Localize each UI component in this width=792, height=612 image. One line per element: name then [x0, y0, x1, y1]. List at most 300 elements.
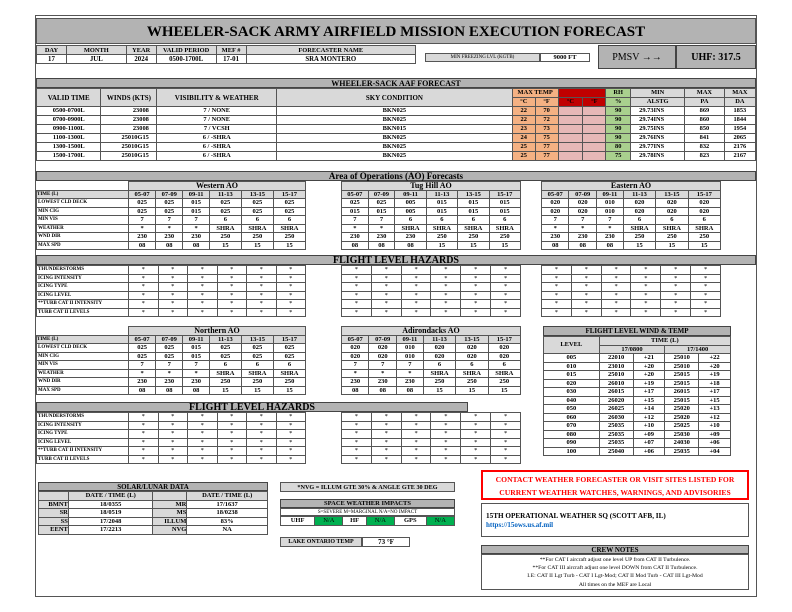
hazard-cell: *: [431, 438, 461, 447]
ao-time: 13-15: [456, 335, 488, 344]
hazard-cell: *: [247, 283, 277, 292]
hazard-cell: *: [342, 447, 372, 456]
ao-cell: 250: [241, 378, 273, 387]
hazard-cell: *: [491, 291, 521, 300]
hazard-cell: *: [158, 283, 188, 292]
ao-cell: 250: [209, 378, 241, 387]
ao-cell: 020: [488, 352, 520, 361]
hazard-cell: *: [188, 455, 218, 464]
ao-cell: 250: [456, 378, 488, 387]
aaf-cell: 29.74: [631, 116, 654, 125]
ao-cell: 6: [241, 361, 273, 370]
flwt-cell: 25010: [665, 362, 699, 371]
ao-cell: *: [396, 369, 423, 378]
aaf-cell: 823: [685, 152, 724, 161]
ao-cell: 010: [396, 352, 423, 361]
aaf-row: [37, 152, 756, 161]
ao-cell: 7: [129, 216, 156, 225]
hazard-cell: *: [276, 421, 306, 430]
solar-value: NA: [187, 526, 268, 535]
ao-cell: 15: [623, 241, 655, 250]
aaf-cell: 22: [512, 116, 535, 125]
info-value: 0500-1700L: [156, 55, 216, 64]
aaf-cell: 841: [685, 134, 724, 143]
flwt-cell: 25015: [665, 379, 699, 388]
ao-row-label: LOWEST CLD DECK: [37, 199, 129, 208]
hazard-cell: *: [129, 283, 159, 292]
mission-info-table: [36, 45, 416, 64]
ao-cell: 7: [342, 361, 369, 370]
aaf-cell: 1844: [724, 116, 755, 125]
hazard-cell: *: [461, 274, 491, 283]
flwt-cell: 005: [544, 354, 600, 363]
aaf-cell: 230: [101, 107, 143, 116]
flwt-cell: 26010: [599, 379, 633, 388]
hazard-cell: *: [247, 308, 277, 317]
ao-cell: 020: [688, 199, 720, 208]
hazard-cell: *: [371, 300, 401, 309]
ao-cell: 020: [569, 207, 596, 216]
ao-cell: *: [368, 224, 395, 233]
ao-cell: 08: [396, 386, 423, 395]
aaf-cell: BKN025: [276, 134, 512, 143]
ao-time: 09-11: [395, 190, 426, 199]
flwt-cell: +07: [633, 439, 665, 448]
hazard-cell: *: [371, 283, 401, 292]
ao-cell: 020: [542, 199, 569, 208]
ao-row-label: MIN VIS: [37, 361, 129, 370]
ao-cell: 7: [342, 216, 369, 225]
aaf-cell: BKN025: [276, 143, 512, 152]
squadron-link[interactable]: https://15ows.us.af.mil: [486, 521, 554, 529]
info-label: MEF #: [216, 46, 246, 55]
ao-cell: 015: [183, 344, 210, 353]
ao-cell: 08: [156, 241, 183, 250]
crew-note-2: **For CAT III aircraft adjust one level DOWN from CAT II Turbulence.: [532, 565, 698, 572]
flwt-cell: 25015: [665, 396, 699, 405]
ao-cell: 025: [342, 199, 369, 208]
flwt-cell: 25015: [665, 371, 699, 380]
hazard-cell: *: [158, 308, 188, 317]
flwt-cell: 25035: [599, 439, 633, 448]
ao-cell: *: [129, 224, 156, 233]
flwt-level-label: LEVEL: [544, 337, 600, 354]
aaf-cell: 6 / -SHRA: [157, 134, 276, 143]
hazard-cell: *: [461, 266, 491, 275]
ao-cell: 020: [423, 352, 455, 361]
hazard-cell: *: [461, 447, 491, 456]
ao-time: 13-15: [241, 190, 273, 199]
ao-time: 05-07: [342, 335, 369, 344]
space-value: N/A: [426, 517, 454, 526]
flwt-cell: 25040: [599, 447, 633, 456]
hazard-label: **TURB CAT II INTENSITY: [37, 447, 129, 456]
ao-cell: 6: [623, 216, 655, 225]
ao-time: 09-11: [596, 190, 623, 199]
ao-cell: 250: [273, 233, 305, 242]
flwt-cell: +13: [699, 405, 731, 414]
flwt-cell: +20: [699, 362, 731, 371]
aaf-cell: BKN015: [276, 125, 512, 134]
flwt-cell: +14: [633, 405, 665, 414]
hdr-heat-f: °F: [583, 98, 606, 107]
solar-title: SOLAR/LUNAR DATA: [38, 482, 268, 491]
hazard-cell: *: [158, 291, 188, 300]
hazard-cell: *: [571, 300, 601, 309]
ao-cell: 025: [368, 199, 395, 208]
hazard-cell: *: [276, 308, 306, 317]
hazard-cell: *: [342, 300, 372, 309]
hazard-cell: *: [276, 300, 306, 309]
ao-cell: SHRA: [273, 224, 305, 233]
ao-cell: 15: [241, 386, 273, 395]
ao-name-northern: Northern AO: [129, 327, 306, 336]
hazard-cell: *: [129, 421, 159, 430]
hazard-cell: *: [431, 266, 461, 275]
hazard-cell: *: [129, 455, 159, 464]
aaf-cell: 0900-1100L: [37, 125, 101, 134]
hazard-cell: *: [371, 413, 401, 422]
ao-row-label: TIME (L): [37, 335, 129, 344]
ao-row-label: MIN VIS: [37, 216, 129, 225]
ao-cell: 010: [596, 207, 623, 216]
ao-cell: *: [342, 369, 369, 378]
squadron-name: 15TH OPERATIONAL WEATHER SQ (SCOTT AFB, IL): [486, 512, 666, 520]
hazard-cell: *: [401, 438, 431, 447]
aaf-cell: 90: [606, 125, 631, 134]
ao-cell: 250: [426, 233, 457, 242]
ao-cell: 230: [542, 233, 569, 242]
solar-label: EENT: [39, 526, 69, 535]
flwt-cell: 010: [544, 362, 600, 371]
hazard-label: THUNDERSTORMS: [37, 266, 129, 275]
flwt-cell: +06: [633, 447, 665, 456]
ao-cell: 015: [183, 199, 210, 208]
solar-value: 17/2213: [68, 526, 153, 535]
aaf-cell: 90: [606, 107, 631, 116]
ao-corner: [37, 327, 129, 336]
ao-cell: 7: [596, 216, 623, 225]
ao-cell: 025: [241, 352, 273, 361]
ao-cell: 015: [426, 207, 457, 216]
aaf-cell: 1300-1500L: [37, 143, 101, 152]
ao-row-label: TIME (L): [37, 190, 129, 199]
hazard-cell: *: [247, 447, 277, 456]
hazard-cell: *: [188, 413, 218, 422]
ao-time: 15-17: [488, 335, 520, 344]
flwt-time-label: TIME (L): [599, 337, 730, 346]
hazard-cell: *: [491, 413, 521, 422]
ao-cell: 6: [273, 216, 305, 225]
hdr-da: DA: [724, 98, 755, 107]
aaf-cell: [583, 125, 606, 134]
aaf-cell: [583, 116, 606, 125]
ao-cell: 025: [273, 352, 305, 361]
hazard-cell: *: [158, 413, 188, 422]
flwt-cell: +19: [633, 379, 665, 388]
ao-cell: 025: [156, 207, 183, 216]
hdr-vis: VISIBILITY & WEATHER: [157, 89, 276, 107]
ao-name-adirondacks: Adirondacks AO: [342, 327, 521, 336]
hazard-table: [36, 265, 306, 317]
hazard-cell: *: [461, 283, 491, 292]
hazard-cell: *: [129, 308, 159, 317]
ao-cell: 6: [488, 361, 520, 370]
hazard-label: TURB CAT II LEVELS: [37, 455, 129, 464]
ao-time: 11-13: [209, 335, 241, 344]
space-label: GPS: [395, 517, 427, 526]
hazard-cell: *: [491, 300, 521, 309]
ao-cell: 15: [209, 386, 241, 395]
hazard-cell: *: [691, 308, 721, 317]
ao-cell: 010: [596, 199, 623, 208]
ao-row-label: MAX SPD: [37, 241, 129, 250]
solar-label: MR: [153, 500, 187, 509]
ao-cell: 230: [183, 233, 210, 242]
aaf-cell: 29.75: [631, 125, 654, 134]
hazard-cell: *: [491, 447, 521, 456]
aaf-cell: 1500-1700L: [37, 152, 101, 161]
aaf-cell: 2176: [724, 143, 755, 152]
ao-cell: 025: [129, 199, 156, 208]
aaf-cell: 08: [142, 107, 157, 116]
hazard-cell: *: [631, 291, 661, 300]
ao-cell: SHRA: [623, 224, 655, 233]
ao-time: 11-13: [623, 190, 655, 199]
ao-cell: SHRA: [488, 369, 520, 378]
ao-time: 09-11: [183, 335, 210, 344]
hazard-cell: *: [158, 300, 188, 309]
hazard-cell: *: [129, 430, 159, 439]
solar-label: BMNT: [39, 500, 69, 509]
space-label: HF: [343, 517, 366, 526]
ao-table-western: [36, 181, 306, 250]
ao-cell: 6: [273, 361, 305, 370]
hazard-cell: *: [342, 413, 372, 422]
crew-notes-body: [481, 554, 749, 590]
hazard-cell: *: [631, 274, 661, 283]
aaf-cell: INS: [654, 116, 685, 125]
hazard-cell: *: [371, 455, 401, 464]
flwt-cell: +06: [699, 439, 731, 448]
ao-cell: SHRA: [241, 224, 273, 233]
ao-cell: 15: [458, 241, 489, 250]
flwt-cell: +12: [699, 413, 731, 422]
flwt-cell: +15: [633, 396, 665, 405]
hazard-cell: *: [661, 283, 691, 292]
hazard-cell: *: [491, 438, 521, 447]
flwt-cell: 25030: [665, 430, 699, 439]
ao-title: Area of Operations (AO) Forecasts: [36, 171, 756, 181]
hazard-cell: *: [158, 430, 188, 439]
ao-cell: 025: [129, 352, 156, 361]
aaf-cell: 70: [535, 107, 558, 116]
ao-name-western: Western AO: [129, 182, 306, 191]
ao-cell: 250: [623, 233, 655, 242]
aaf-cell: [558, 152, 583, 161]
ao-time: 15-17: [489, 190, 520, 199]
ao-cell: *: [542, 224, 569, 233]
solar-label: SR: [39, 509, 69, 518]
hdr-c: °C: [512, 98, 535, 107]
hazard-cell: *: [371, 421, 401, 430]
hazard-cell: *: [401, 447, 431, 456]
space-label: UHF: [281, 517, 315, 526]
hazard-cell: *: [158, 455, 188, 464]
ao-cell: *: [183, 369, 210, 378]
hazard-cell: *: [401, 430, 431, 439]
hazard-cell: *: [401, 291, 431, 300]
ao-cell: 6: [456, 361, 488, 370]
ao-time: 13-15: [656, 190, 688, 199]
ao-cell: 15: [423, 386, 455, 395]
flwt-cell: +17: [699, 388, 731, 397]
aaf-cell: [558, 134, 583, 143]
ao-cell: 08: [129, 241, 156, 250]
flwt-cell: 25035: [599, 422, 633, 431]
hazard-cell: *: [342, 430, 372, 439]
hdr-max-da: MAX: [724, 89, 755, 98]
hazard-cell: *: [491, 266, 521, 275]
aaf-cell: 2167: [724, 152, 755, 161]
ao-time: 13-15: [241, 335, 273, 344]
lake-temp-label: LAKE ONTARIO TEMP: [280, 537, 362, 547]
hazard-cell: *: [129, 291, 159, 300]
hazard-cell: *: [371, 274, 401, 283]
hazard-cell: *: [217, 283, 247, 292]
hazard-cell: *: [661, 291, 691, 300]
ao-cell: 230: [396, 378, 423, 387]
solar-table: [38, 491, 268, 535]
ao-time: 07-09: [156, 335, 183, 344]
hazard-cell: *: [431, 413, 461, 422]
hazard-cell: *: [217, 421, 247, 430]
hazard-cell: *: [461, 455, 491, 464]
flwt-cell: 090: [544, 439, 600, 448]
aaf-row: [37, 143, 756, 152]
aaf-cell: 90: [606, 134, 631, 143]
aaf-cell: [558, 125, 583, 134]
space-legend: S=SEVERE M=MARGINAL N/A=NO IMPACT: [280, 508, 455, 516]
flwt-cell: 25035: [665, 447, 699, 456]
hazard-cell: *: [158, 421, 188, 430]
hazard-cell: *: [276, 266, 306, 275]
ao-cell: 08: [395, 241, 426, 250]
aaf-cell: 7 / NONE: [157, 116, 276, 125]
ao-cell: 025: [209, 344, 241, 353]
info-label: YEAR: [126, 46, 156, 55]
ao-cell: SHRA: [395, 224, 426, 233]
ao-cell: 025: [273, 344, 305, 353]
flwt-cell: +09: [699, 430, 731, 439]
ao-cell: 15: [688, 241, 720, 250]
info-value: 2024: [126, 55, 156, 64]
ao-cell: 025: [156, 199, 183, 208]
aaf-cell: 25010G: [101, 152, 143, 161]
ao-cell: 020: [456, 352, 488, 361]
space-value: N/A: [315, 517, 343, 526]
ao-cell: 025: [273, 199, 305, 208]
hazard-cell: *: [401, 274, 431, 283]
ao-name-tughill: Tug Hill AO: [342, 182, 521, 191]
flwt-cell: 020: [544, 379, 600, 388]
space-table: [280, 516, 455, 526]
hazard-cell: *: [342, 266, 372, 275]
ao-time: 11-13: [426, 190, 457, 199]
ao-cell: 15: [273, 386, 305, 395]
aaf-cell: [558, 143, 583, 152]
ao-cell: 6: [423, 361, 455, 370]
ao-cell: 005: [395, 207, 426, 216]
hdr-max-pa: MAX: [685, 89, 724, 98]
hdr-rh: RH: [606, 89, 631, 98]
hazard-cell: *: [217, 455, 247, 464]
ao-time: 11-13: [209, 190, 241, 199]
hazard-cell: *: [276, 283, 306, 292]
flwt-cell: +19: [699, 371, 731, 380]
solar-dt-right: DATE / TIME (L): [187, 492, 268, 501]
hazard-cell: *: [342, 291, 372, 300]
ao-cell: 025: [241, 207, 273, 216]
hazard-cell: *: [601, 283, 631, 292]
flwt-table: [543, 336, 731, 456]
ao-cell: 08: [569, 241, 596, 250]
hazard-cell: *: [491, 283, 521, 292]
hazard-cell: *: [401, 455, 431, 464]
aaf-cell: 25010G: [101, 134, 143, 143]
ao-cell: 15: [489, 241, 520, 250]
hazard-cell: *: [276, 413, 306, 422]
hazard-cell: *: [188, 308, 218, 317]
crew-note-4: All times on the MEF are Local: [578, 581, 652, 588]
solar-value: 17/2048: [68, 517, 153, 526]
hdr-pct: %: [606, 98, 631, 107]
ao-cell: 15: [426, 241, 457, 250]
flwt-cell: +10: [699, 422, 731, 431]
hazard-cell: *: [188, 291, 218, 300]
solar-value: 18/0519: [68, 509, 153, 518]
hazard-cell: *: [247, 266, 277, 275]
hazard-cell: *: [601, 266, 631, 275]
aaf-cell: 29.78: [631, 152, 654, 161]
hazard-cell: *: [217, 413, 247, 422]
hazard-cell: *: [247, 455, 277, 464]
ao-cell: *: [369, 369, 396, 378]
aaf-forecast-title: WHEELER-SACK AAF FORECAST: [36, 78, 756, 88]
ao-cell: SHRA: [426, 224, 457, 233]
hazard-cell: *: [461, 430, 491, 439]
hazard-cell: *: [217, 291, 247, 300]
flwt-cell: +20: [633, 362, 665, 371]
ao-cell: 025: [209, 199, 241, 208]
hazard-table: [341, 412, 521, 464]
flwt-cell: 25025: [665, 422, 699, 431]
ao-cell: 7: [396, 361, 423, 370]
aaf-cell: INS: [654, 125, 685, 134]
flwt-cell: +15: [699, 396, 731, 405]
aaf-cell: 25: [512, 143, 535, 152]
aaf-cell: 230: [101, 116, 143, 125]
hdr-heat-index: HEAT INDEX: [558, 89, 606, 98]
ao-cell: 020: [623, 207, 655, 216]
hazard-cell: *: [129, 274, 159, 283]
ao-cell: 015: [368, 207, 395, 216]
ao-cell: 015: [426, 199, 457, 208]
hazard-label: ICING TYPE: [37, 283, 129, 292]
hazard-cell: *: [342, 421, 372, 430]
hazard-cell: *: [129, 413, 159, 422]
hazard-cell: *: [129, 266, 159, 275]
